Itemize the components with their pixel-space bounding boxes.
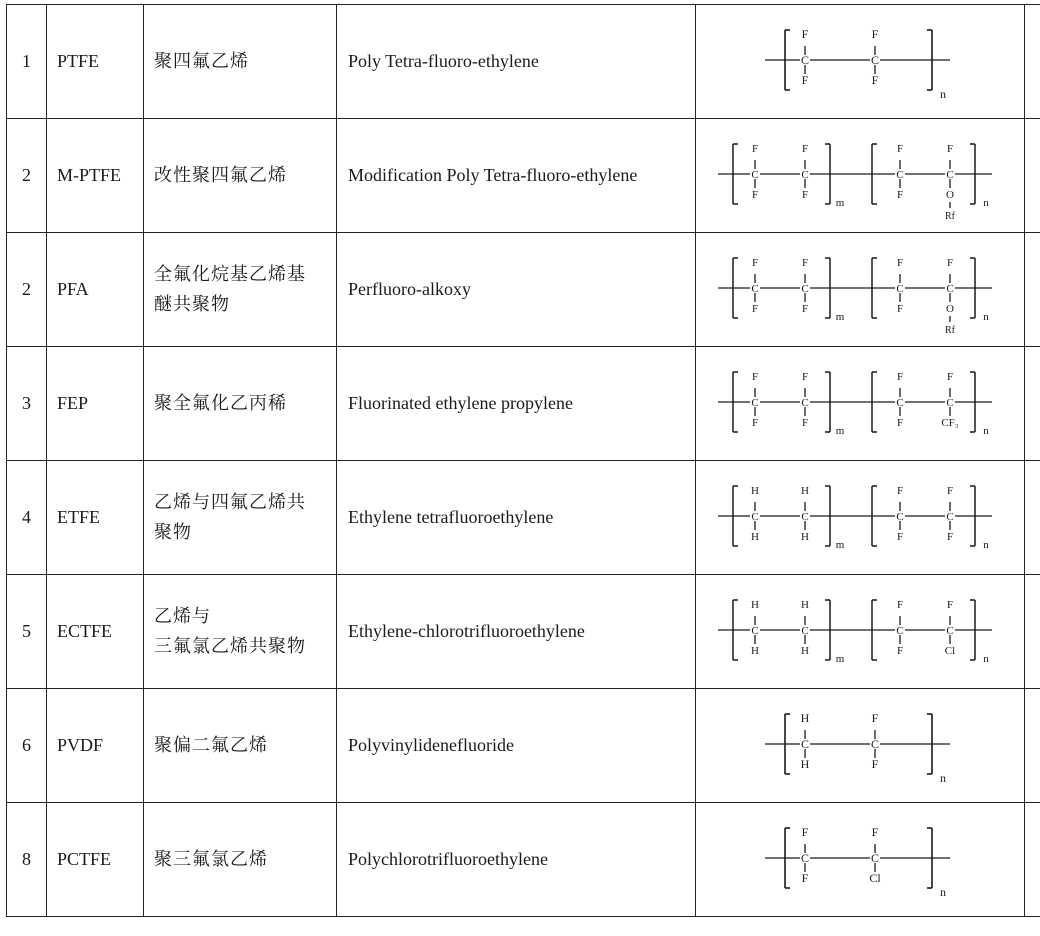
substituent-atom: F [946,256,954,269]
carbon-atom: C [946,396,954,409]
chinese-name-line: 三氟氯乙烯共聚物 [154,635,306,657]
subscript-m: m [835,424,845,437]
polymer-abbreviation: PCTFE [47,803,144,917]
empty-cell [1025,689,1040,803]
substituent-atom: O [946,188,954,201]
structure-formula-cell [696,347,1025,461]
substituent-atom: F [896,484,904,497]
carbon-atom: C [896,168,904,181]
substituent-atom: F [896,598,904,611]
substituent-atom: H [801,598,809,611]
substituent-atom: F [946,142,954,155]
table-row [7,347,1040,461]
substituent-atom: H [800,710,810,725]
row-number: 6 [7,689,47,803]
empty-cell [1025,461,1040,575]
substituent-atom: F [896,416,904,429]
chinese-name-line: 醚共聚物 [154,293,230,315]
carbon-atom: C [801,282,809,295]
subscript-n: n [983,652,989,665]
polymer-abbreviation: ETFE [47,461,144,575]
structure-formula-cell [696,575,1025,689]
table-body [7,5,1040,917]
structure-formula [710,468,1010,568]
chinese-name-line: 聚三氟氯乙烯 [154,848,268,870]
carbon-atom: C [870,736,880,751]
empty-cell [1025,803,1040,917]
carbon-atom: C [896,510,904,523]
rf-group: Rf [945,210,955,222]
row-number: 4 [7,461,47,575]
carbon-atom: C [751,282,759,295]
chinese-name-line: 聚全氟化乙丙稀 [154,392,287,414]
polymer-english-name: Fluorinated ethylene propylene [337,347,696,461]
table-row [7,119,1040,233]
carbon-atom: C [896,282,904,295]
substituent-atom: F [946,598,954,611]
subscript-n: n [983,538,989,551]
carbon-atom: C [751,168,759,181]
row-number: 5 [7,575,47,689]
chinese-name-line: 聚物 [154,521,192,543]
substituent-atom: H [751,484,759,497]
substituent-atom: H [800,756,810,771]
table-row [7,461,1040,575]
substituent-atom: F [751,142,759,155]
substituent-atom: F [801,256,809,269]
polymer-chinese-name [144,347,337,461]
row-number: 8 [7,803,47,917]
polymer-english-name: Poly Tetra-fluoro-ethylene [337,5,696,119]
substituent-atom: F [801,302,809,315]
substituent-atom: F [751,256,759,269]
structure-formula [710,126,1010,226]
table-row [7,689,1040,803]
empty-cell [1025,575,1040,689]
substituent-atom: F [751,416,759,429]
structure-formula [710,696,1010,796]
substituent-atom: F [801,416,809,429]
polymer-chinese-name [144,5,337,119]
table-row [7,575,1040,689]
structure-formula-cell [696,5,1025,119]
polymer-english-name: Modification Poly Tetra-fluoro-ethylene [337,119,696,233]
subscript-n: n [983,424,989,437]
substituent-atom: Cl [944,644,956,657]
substituent-atom: F [801,370,809,383]
substituent-atom: CF₃ [941,416,959,429]
polymer-english-name: Ethylene tetrafluoroethylene [337,461,696,575]
polymer-english-name: Ethylene-chlorotrifluoroethylene [337,575,696,689]
substituent-atom: F [896,142,904,155]
carbon-atom: C [751,510,759,523]
polymer-abbreviation: PTFE [47,5,144,119]
substituent-atom: F [871,26,879,41]
polymer-abbreviation: FEP [47,347,144,461]
polymer-chinese-name [144,461,337,575]
substituent-atom: F [871,824,879,839]
polymer-abbreviation: PVDF [47,689,144,803]
row-number: 2 [7,233,47,347]
subscript-n: n [940,884,946,899]
chinese-name-line: 聚偏二氟乙烯 [154,734,268,756]
structure-formula-cell [696,803,1025,917]
substituent-atom: F [946,370,954,383]
polymer-table [6,4,1040,917]
carbon-atom: C [946,624,954,637]
structure-formula [710,240,1010,340]
carbon-atom: C [896,396,904,409]
substituent-atom: O [946,302,954,315]
structure-formula-cell [696,119,1025,233]
chinese-name-line: 乙烯与四氟乙烯共 [154,491,306,513]
substituent-atom: F [896,644,904,657]
rf-group: Rf [945,324,955,336]
polymer-chinese-name [144,575,337,689]
empty-cell [1025,233,1040,347]
substituent-atom: H [751,530,759,543]
polymer-english-name: Polychlorotrifluoroethylene [337,803,696,917]
polymer-chinese-name [144,689,337,803]
substituent-atom: F [896,530,904,543]
row-number: 2 [7,119,47,233]
polymer-chinese-name [144,803,337,917]
subscript-m: m [835,538,845,551]
chinese-name-line: 改性聚四氟乙烯 [154,164,287,186]
subscript-m: m [835,310,845,323]
substituent-atom: F [801,188,809,201]
substituent-atom: H [801,484,809,497]
subscript-n: n [983,310,989,323]
substituent-atom: F [946,484,954,497]
subscript-m: m [835,196,845,209]
structure-formula [710,12,1010,112]
carbon-atom: C [870,52,880,67]
row-number: 1 [7,5,47,119]
structure-formula-cell [696,689,1025,803]
carbon-atom: C [801,168,809,181]
substituent-atom: F [751,188,759,201]
substituent-atom: H [801,530,809,543]
substituent-atom: H [751,644,759,657]
structure-formula-cell [696,233,1025,347]
table-row [7,803,1040,917]
polymer-abbreviation: ECTFE [47,575,144,689]
structure-formula-cell [696,461,1025,575]
substituent-atom: F [946,530,954,543]
row-number: 3 [7,347,47,461]
substituent-atom: F [871,710,879,725]
subscript-m: m [835,652,845,665]
substituent-atom: F [751,370,759,383]
empty-cell [1025,347,1040,461]
chinese-name-line: 聚四氟乙烯 [154,50,249,72]
substituent-atom: H [801,644,809,657]
empty-cell [1025,5,1040,119]
carbon-atom: C [801,624,809,637]
chinese-name-line: 乙烯与 [154,605,211,627]
structure-formula [710,582,1010,682]
carbon-atom: C [800,52,810,67]
substituent-atom: F [801,142,809,155]
polymer-english-name: Perfluoro-alkoxy [337,233,696,347]
carbon-atom: C [870,850,880,865]
subscript-n: n [940,770,946,785]
substituent-atom: F [896,302,904,315]
polymer-chinese-name [144,233,337,347]
carbon-atom: C [896,624,904,637]
substituent-atom: Cl [869,870,881,885]
table-row [7,5,1040,119]
substituent-atom: F [871,72,879,87]
polymer-abbreviation: M-PTFE [47,119,144,233]
chinese-name-line: 全氟化烷基乙烯基 [154,263,306,285]
carbon-atom: C [946,282,954,295]
carbon-atom: C [751,396,759,409]
empty-cell [1025,119,1040,233]
table-row [7,233,1040,347]
subscript-n: n [983,196,989,209]
carbon-atom: C [946,168,954,181]
substituent-atom: F [871,756,879,771]
structure-formula [710,354,1010,454]
carbon-atom: C [800,736,810,751]
substituent-atom: H [751,598,759,611]
carbon-atom: C [751,624,759,637]
structure-formula [710,810,1010,910]
substituent-atom: F [751,302,759,315]
substituent-atom: F [801,26,809,41]
substituent-atom: F [801,72,809,87]
carbon-atom: C [800,850,810,865]
carbon-atom: C [801,396,809,409]
substituent-atom: F [896,370,904,383]
substituent-atom: F [896,188,904,201]
carbon-atom: C [946,510,954,523]
substituent-atom: F [896,256,904,269]
subscript-n: n [940,86,946,101]
substituent-atom: F [801,824,809,839]
polymer-english-name: Polyvinylidenefluoride [337,689,696,803]
carbon-atom: C [801,510,809,523]
substituent-atom: F [801,870,809,885]
polymer-abbreviation: PFA [47,233,144,347]
polymer-chinese-name [144,119,337,233]
